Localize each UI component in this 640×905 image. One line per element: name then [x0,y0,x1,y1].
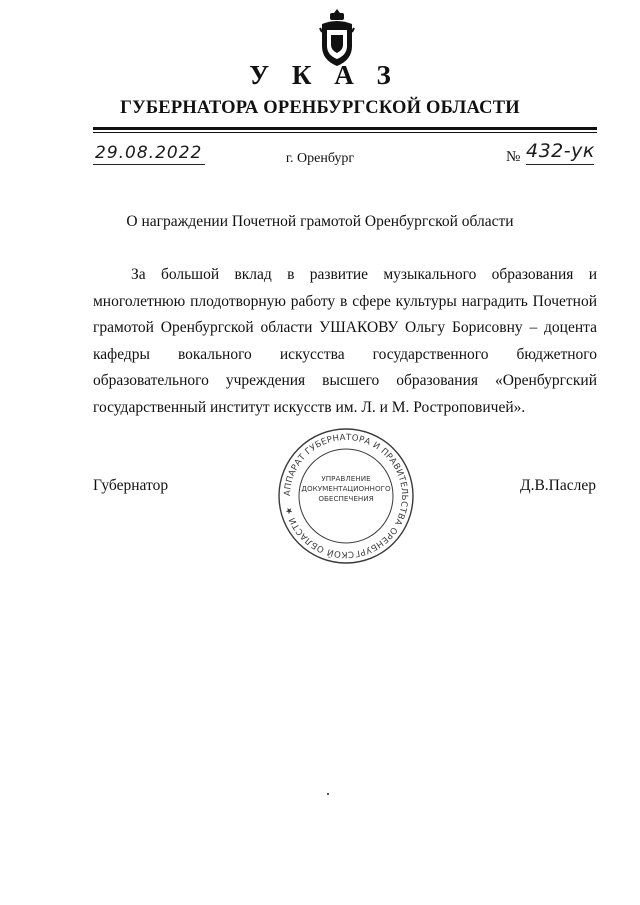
coat-of-arms-icon [318,8,356,68]
signatory-position: Губернатор [93,477,169,494]
number-underline [526,164,594,165]
decree-date: 29.08.2022 [95,143,203,163]
signatory-name: Д.В.Паслер [520,477,596,494]
page-mark [327,793,329,795]
seal-ring-text: АППАРАТ ГУБЕРНАТОРА И ПРАВИТЕЛЬСТВА ОРЕНБУРГСКОЙ ОБЛАСТИ ★ [282,432,410,560]
document-type-title: У К А З [249,60,399,90]
issuer-title: ГУБЕРНАТОРА ОРЕНБУРГСКОЙ ОБЛАСТИ [120,98,520,118]
header-divider-thin [93,132,597,133]
seal-center-line-1: УПРАВЛЕНИЕ [321,474,371,483]
header-divider-thick [93,127,597,130]
seal-center-line-2: ДОКУМЕНТАЦИОННОГО [301,484,391,493]
seal-center-line-3: ОБЕСПЕЧЕНИЯ [318,494,374,503]
official-seal-stamp [276,426,416,566]
decree-number: 432-ук [526,140,595,162]
number-label: № [506,149,521,165]
decree-subject: О награждении Почетной грамотой Оренбургской области [126,213,514,230]
decree-city: г. Оренбург [285,151,355,166]
decree-body: За большой вклад в развитие музыкального образования и многолетнюю плодотворную работу в сфере культуры наградить Почетной грамотой Оренбургской области УШАКОВУ Ольгу Борисовну – доцента кафедры вокального искусства государственного бюджетного образовательного учреждения высшего образования «Оренбургский государственный институт искусств им. Л. и М. Ростроповичей». [93,266,597,416]
